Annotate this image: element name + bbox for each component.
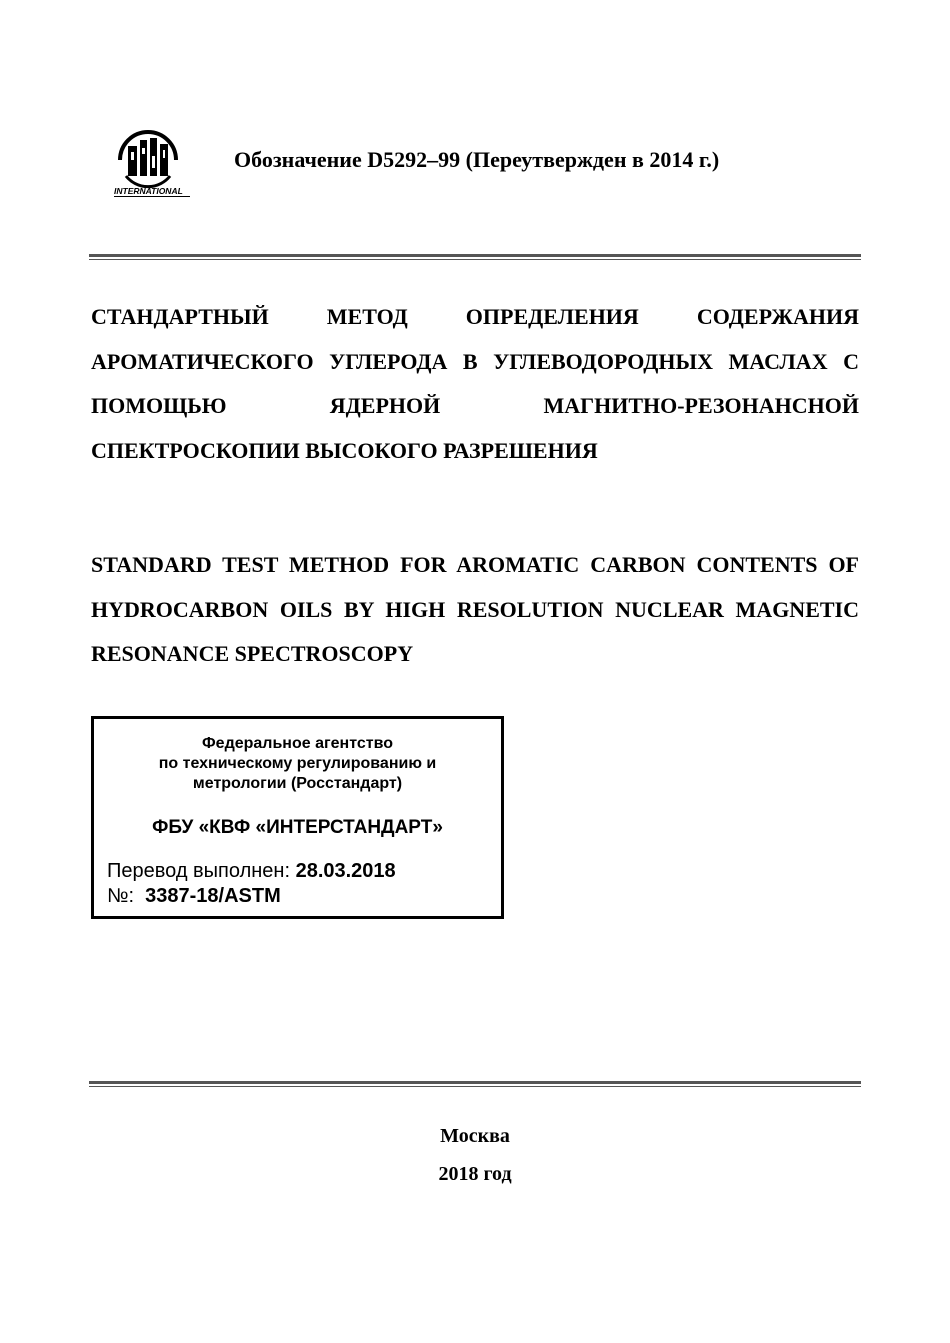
title-russian: СТАНДАРТНЫЙ МЕТОД ОПРЕДЕЛЕНИЯ СОДЕРЖАНИЯ АРОМАТИЧЕСКОГО УГЛЕРОДА В УГЛЕВОДОРОДНЫХ МАСЛАХ С ПОМОЩЬЮ ЯДЕРНОЙ МАГНИТНО-РЕЗОНАНСНОЙ СПЕКТРОСКОПИИ ВЫСОКОГО РАЗРЕШЕНИЯ [91, 304, 859, 463]
title-english: STANDARD TEST METHOD FOR AROMATIC CARBON CONTENTS OF HYDROCARBON OILS BY HIGH RESOLUTION NUCLEAR MAGNETIC RESONANCE SPECTROSCOPY [91, 552, 859, 666]
document-designation: Обозначение D5292–99 (Переутвержден в 2014 г.) [234, 147, 720, 172]
number-label: №: [107, 885, 135, 907]
astm-logo-icon [112, 126, 196, 200]
svg-text:INTERNATIONAL: INTERNATIONAL [114, 186, 183, 196]
publication-year: 2018 год [438, 1163, 512, 1185]
agency-line: Федеральное агентство [202, 735, 393, 752]
organization-name: ФБУ «КВФ «ИНТЕРСТАНДАРТ» [152, 817, 443, 838]
translation-stamp [91, 716, 504, 919]
agency-line: по техническому регулированию и [158, 755, 437, 772]
translation-date-line [107, 860, 396, 883]
agency-name [94, 734, 501, 794]
astm-logo [112, 126, 196, 200]
translation-label: Перевод выполнен: [107, 860, 291, 882]
bottom-divider [89, 1081, 861, 1087]
publication-city: Москва [440, 1125, 510, 1147]
top-divider [89, 254, 861, 260]
translation-number-line [107, 885, 281, 908]
translation-number: 3387-18/ASTM [145, 885, 281, 907]
agency-line: метрологии (Росстандарт) [192, 775, 403, 792]
translation-date: 28.03.2018 [295, 860, 396, 882]
